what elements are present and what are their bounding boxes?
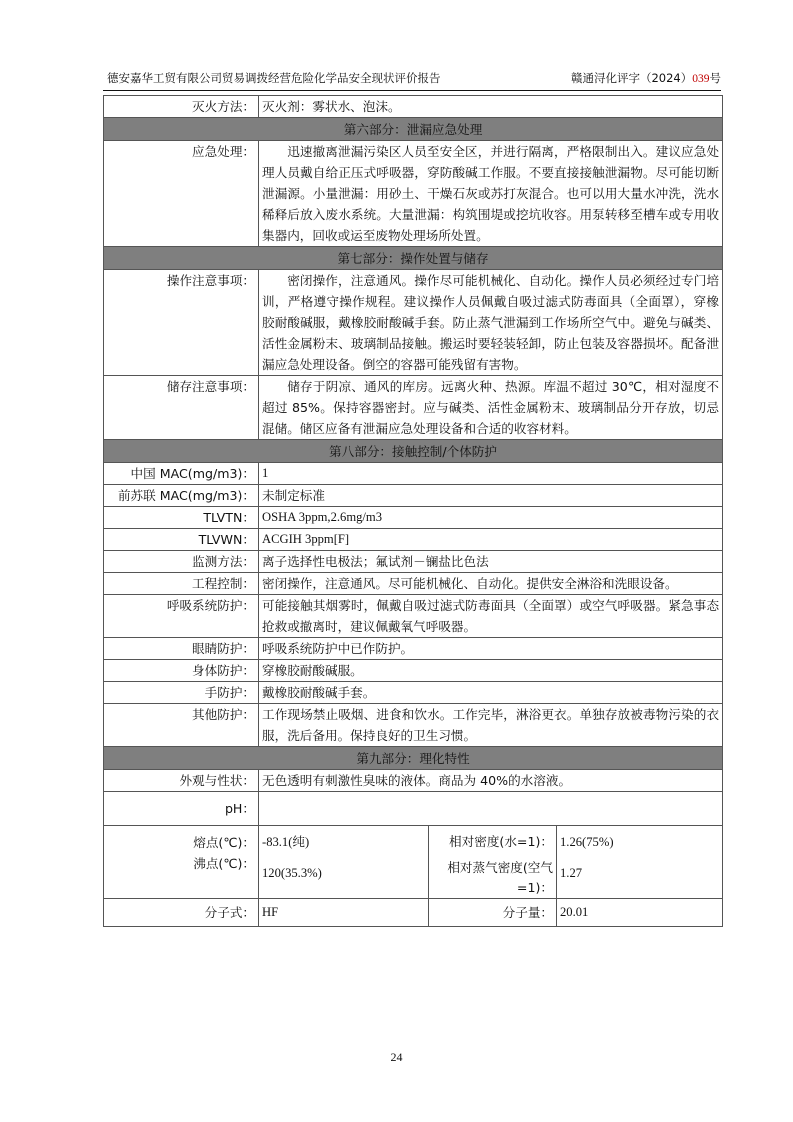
melting-label: 熔点(℃)： (193, 835, 255, 850)
ph-row (104, 792, 723, 826)
mw-value: 20.01 (557, 899, 723, 927)
operation-text: 密闭操作，注意通风。操作尽可能机械化、自动化。操作人员必须经过专门培训，严格遵守操作规程。建议操作人员佩戴自吸过滤式防毒面具（全面罩），穿橡胶耐酸碱服，戴橡胶耐酸碱手套。防止蒸气泄漏到工作场所空气中。避免与碱类、活性金属粉末、玻璃制品接触。搬运时要轻装轻卸，防止包装及容器损坏。配备泄漏应急处理设备。倒空的容器可能残留有害物。 (262, 273, 720, 372)
section-6-header (104, 118, 723, 141)
protection-row (104, 595, 723, 638)
ref-suffix: 号 (709, 71, 721, 85)
protection-row (104, 638, 723, 660)
protection-value: 工作现场禁止吸烟、进食和饮水。工作完毕，淋浴更衣。单独存放被毒物污染的衣服，洗后备用。保持良好的卫生习惯。 (259, 704, 723, 747)
appearance-label: 外观与性状： (104, 770, 259, 792)
fire-label: 灭火方法： (104, 96, 259, 118)
section-9-header (104, 747, 723, 770)
fire-value: 灭火剂：雾状水、泡沫。 (259, 96, 723, 118)
melting-value: -83.1(纯) (262, 835, 310, 849)
protection-value: 离子选择性电极法；氟试剂－镧盐比色法 (259, 551, 723, 573)
operation-row (104, 270, 723, 376)
protection-label: 工程控制： (104, 573, 259, 595)
emergency-value (259, 141, 723, 247)
protection-label: 眼睛防护： (104, 638, 259, 660)
protection-value: 密闭操作，注意通风。尽可能机械化、自动化。提供安全淋浴和洗眼设备。 (259, 573, 723, 595)
density-values (557, 826, 723, 899)
ph-label: pH： (104, 792, 259, 826)
protection-value: 未制定标准 (259, 485, 723, 507)
operation-label: 操作注意事项： (104, 270, 259, 376)
melting-boiling-row (104, 826, 723, 899)
ph-value (259, 792, 723, 826)
protection-label: 呼吸系统防护： (104, 595, 259, 638)
boiling-label: 沸点(℃)： (193, 856, 255, 871)
page-number: 24 (390, 1050, 403, 1064)
protection-value: ACGIH 3ppm[F] (259, 529, 723, 551)
protection-row (104, 507, 723, 529)
melting-boiling-labels (104, 826, 259, 899)
emergency-text: 迅速撤离泄漏污染区人员至安全区，并进行隔离，严格限制出入。建议应急处理人员戴自给正压式呼吸器，穿防酸碱工作服。不要直接接触泄漏物。尽可能切断泄漏源。小量泄漏：用砂土、干燥石灰或苏打灰混合。也可以用大量水冲洗，洗水稀释后放入废水系统。大量泄漏：构筑围堤或挖坑收容。用泵转移至槽车或专用收集器内，回收或运至废物处理场所处置。 (262, 144, 720, 243)
protection-label: 身体防护： (104, 660, 259, 682)
formula-row (104, 899, 723, 927)
protection-label: TLVWN： (104, 529, 259, 551)
protection-row (104, 704, 723, 747)
fire-row (104, 96, 723, 118)
protection-row (104, 551, 723, 573)
protection-value: 1 (259, 463, 723, 485)
boiling-value: 120(35.3%) (262, 866, 322, 880)
section-7-title: 第七部分：操作处置与储存 (104, 247, 723, 270)
report-title: 德安嘉华工贸有限公司贸易调拨经营危险化学品安全现状评价报告 (107, 71, 441, 85)
protection-label: 前苏联 MAC(mg/m3)： (104, 485, 259, 507)
header-divider (103, 90, 721, 91)
protection-row (104, 682, 723, 704)
operation-value (259, 270, 723, 376)
density-labels (429, 826, 557, 899)
section-9-title: 第九部分：理化特性 (104, 747, 723, 770)
protection-label: TLVTN： (104, 507, 259, 529)
section-6-title: 第六部分：泄漏应急处理 (104, 118, 723, 141)
density-label: 相对密度(水=1)： (449, 834, 553, 849)
storage-text: 储存于阴凉、通风的库房。远离火种、热源。库温不超过 30℃，相对湿度不超过 85%。保持容器密封。应与碱类、活性金属粉末、玻璃制品分开存放，切忌混储。储区应备有泄漏应急处理设备和合适的收容材料。 (262, 379, 720, 436)
protection-value: 呼吸系统防护中已作防护。 (259, 638, 723, 660)
protection-value: 可能接触其烟雾时，佩戴自吸过滤式防毒面具（全面罩）或空气呼吸器。紧急事态抢救或撤离时，建议佩戴氧气呼吸器。 (259, 595, 723, 638)
protection-label: 手防护： (104, 682, 259, 704)
density-value: 1.26(75%) (560, 835, 614, 849)
msds-table (103, 95, 723, 927)
storage-row (104, 376, 723, 440)
formula-label: 分子式： (104, 899, 259, 927)
section-8-header (104, 440, 723, 463)
protection-row (104, 573, 723, 595)
protection-row (104, 463, 723, 485)
protection-label: 监测方法： (104, 551, 259, 573)
formula-value: HF (259, 899, 429, 927)
ref-number: 039 (692, 73, 710, 85)
melting-boiling-values (259, 826, 429, 899)
protection-label: 其他防护： (104, 704, 259, 747)
page-header (103, 70, 721, 88)
protection-row (104, 660, 723, 682)
protection-label: 中国 MAC(mg/m3)： (104, 463, 259, 485)
appearance-value: 无色透明有刺激性臭味的液体。商品为 40%的水溶液。 (259, 770, 723, 792)
protection-value: 戴橡胶耐酸碱手套。 (259, 682, 723, 704)
appearance-row (104, 770, 723, 792)
protection-value: 穿橡胶耐酸碱服。 (259, 660, 723, 682)
section-7-header (104, 247, 723, 270)
storage-value (259, 376, 723, 440)
emergency-label: 应急处理： (104, 141, 259, 247)
emergency-row (104, 141, 723, 247)
storage-label: 储存注意事项： (104, 376, 259, 440)
section-8-title: 第八部分：接触控制/个体防护 (104, 440, 723, 463)
protection-row (104, 485, 723, 507)
vapor-value: 1.27 (560, 866, 583, 880)
vapor-label: 相对蒸气密度(空气=1)： (447, 860, 553, 895)
mw-label: 分子量： (429, 899, 557, 927)
ref-prefix: 赣通浔化评字（2024） (570, 71, 693, 85)
report-reference (571, 70, 721, 86)
protection-row (104, 529, 723, 551)
protection-value: OSHA 3ppm,2.6mg/m3 (259, 507, 723, 529)
